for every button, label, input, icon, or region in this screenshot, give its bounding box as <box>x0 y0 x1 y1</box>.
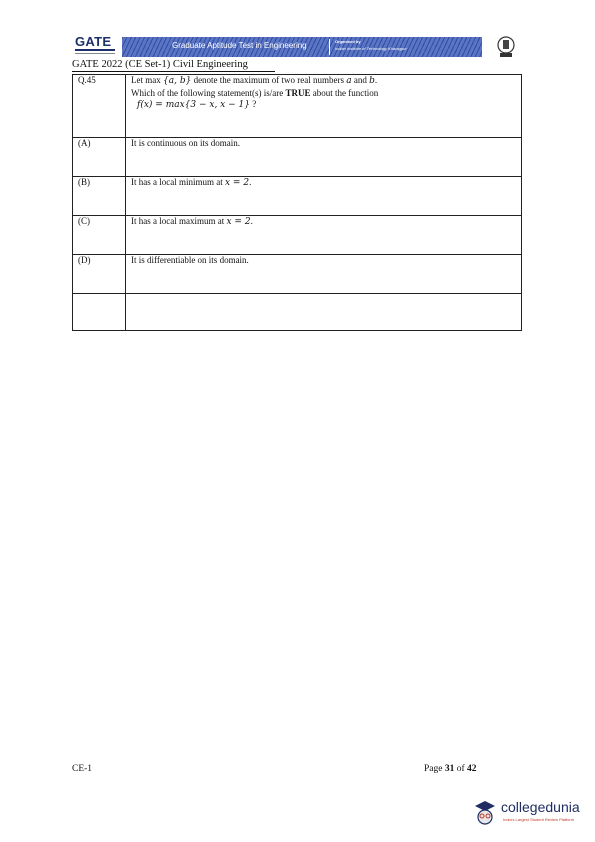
banner-title: Graduate Aptitude Test in Engineering <box>172 41 307 50</box>
math-a: a <box>346 76 352 86</box>
question-number: Q.45 <box>73 75 126 138</box>
gate-logo <box>72 34 120 58</box>
exam-title: GATE 2022 (CE Set-1) Civil Engineering <box>72 59 248 70</box>
math-set-ab: {a, b} <box>163 76 192 86</box>
iit-emblem-icon <box>496 36 516 58</box>
option-text: It is differentiable on its domain. <box>126 255 522 294</box>
question-table <box>72 74 522 331</box>
banner-separator <box>329 39 330 55</box>
option-math: x = 2 <box>226 217 251 227</box>
blank-cell <box>73 294 126 331</box>
brand-name: collegedunia <box>501 799 580 815</box>
graduate-cap-icon <box>473 798 497 826</box>
blank-row <box>73 294 522 331</box>
option-text: It has a local maximum at x = 2. <box>126 216 522 255</box>
gate-logo-text: GATE <box>75 34 112 49</box>
question-line-2: Which of the following statement(s) is/are TRUE about the function <box>131 87 379 98</box>
emphasis-true: TRUE <box>285 87 311 98</box>
option-label: (C) <box>73 216 126 255</box>
gate-logo-subline <box>75 53 115 54</box>
option-label: (B) <box>73 177 126 216</box>
question-line-1: Let max {a, b} denote the maximum of two real numbers a and b. <box>131 75 378 86</box>
brand-tagline: India's Largest Student Review Platform <box>503 817 575 822</box>
exam-title-underline <box>72 71 275 72</box>
banner-organizer: Indian Institute of Technology Kharagpur <box>335 46 407 51</box>
question-line-3: f(x) = max{3 − x, x − 1} ? <box>137 99 257 110</box>
option-label: (D) <box>73 255 126 294</box>
page-header <box>72 34 522 60</box>
option-label: (A) <box>73 138 126 177</box>
collegedunia-watermark <box>473 794 583 834</box>
blank-cell <box>126 294 522 331</box>
question-row <box>73 75 522 138</box>
option-math: x = 2 <box>224 178 250 188</box>
option-text: It has a local minimum at x = 2. <box>126 177 522 216</box>
math-b: b <box>369 76 375 86</box>
gate-logo-underline <box>75 49 115 51</box>
footer-page-number: Page 31 of 42 <box>424 764 477 774</box>
question-text <box>126 75 522 138</box>
option-row-d <box>73 255 522 294</box>
banner-organized-by: Organised by <box>335 39 361 44</box>
option-row-a <box>73 138 522 177</box>
option-row-b <box>73 177 522 216</box>
function-definition: f(x) = max{3 − x, x − 1} <box>137 100 250 110</box>
footer-paper-code: CE-1 <box>72 764 93 774</box>
option-text: It is continuous on its domain. <box>126 138 522 177</box>
header-banner <box>122 37 482 57</box>
option-row-c <box>73 216 522 255</box>
